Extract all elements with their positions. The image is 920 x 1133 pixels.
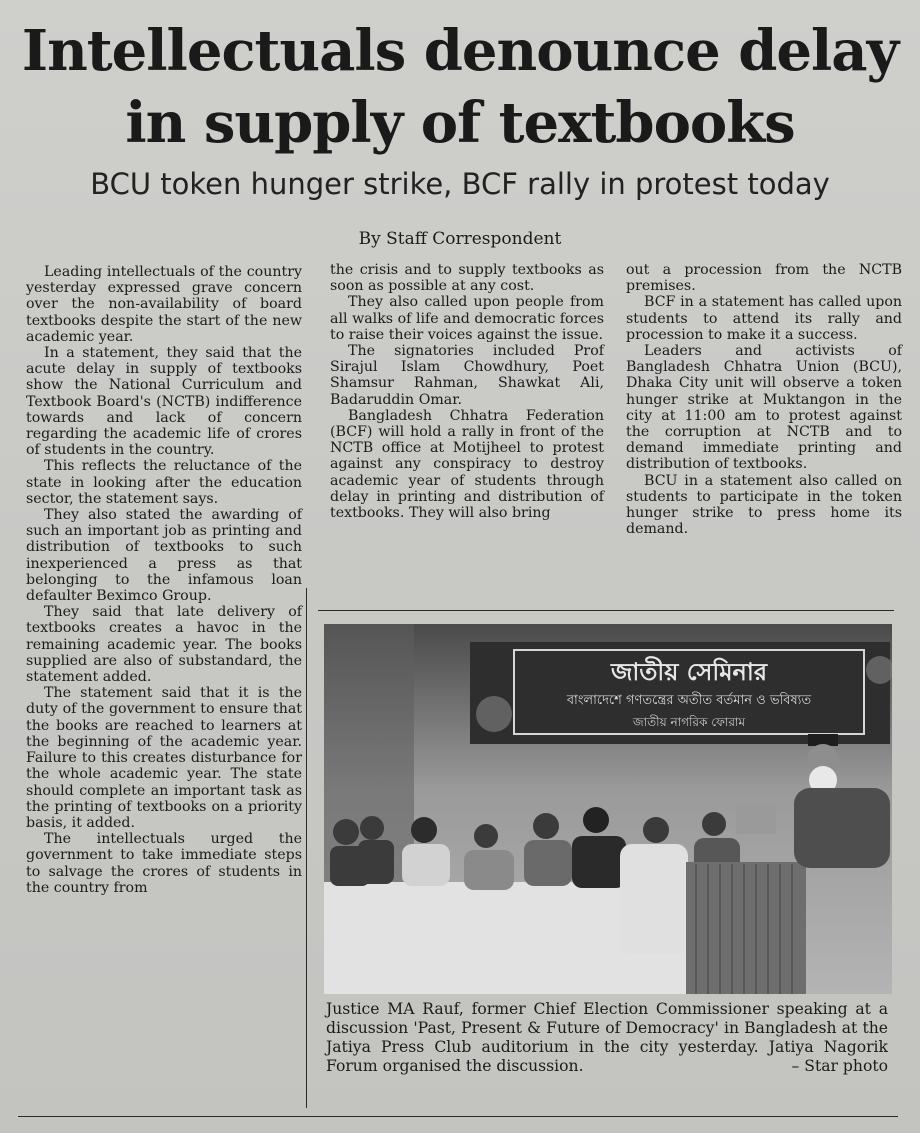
paragraph: This reflects the reluctance of the state in looking after the education sector, the statement says. [26,458,302,507]
paragraph: Bangladesh Chhatra Federation (BCF) will hold a rally in front of the NCTB office at Motijheel to protest against any conspiracy to destroy academic year of students through delay in printing and distribution of textbooks. They will also bring [330,407,604,522]
banner-subtitle: বাংলাদেশে গণতন্ত্রের অতীত বর্তমান ও ভবিষ্যত [566,693,812,708]
byline: By Staff Correspondent [358,229,562,249]
article-column-3 [626,262,902,537]
paragraph: The statement said that it is the duty of the government to ensure that the books are reached to learners at the beginning of the academic year. Failure to this creates disturbance for the whole academic year. The state should complete an important task as the printing of textbooks on a priority basis, it added. [26,685,302,831]
subheadline: BCU token hunger strike, BCF rally in protest today [90,167,830,201]
paragraph: In a statement, they said that the acute delay in supply of textbooks show the National Curriculum and Textbook Board's (NCTB) indifference towards and lack of concern regarding the academic life of crores of students in the country. [26,345,302,459]
headline-line-2: in supply of textbooks [125,90,795,156]
paragraph: They also called upon people from all walks of life and democratic forces to raise their voices against the issue. [330,294,604,343]
banner-organiser: জাতীয় নাগরিক ফোরাম [632,715,746,729]
guest-head [643,817,669,843]
speaker-body [794,788,890,868]
caption-text: Justice MA Rauf, former Chief Election Commissioner speaking at a discussion 'Past, Present & Future of Democracy' in Bangladesh at the Jatiya Press Club auditorium in the city yesterday. Jatiya Nagorik Forum organised the discussion. [326,1000,888,1075]
paragraph: Leading intellectuals of the country yesterday expressed grave concern over the non-availability of board textbooks despite the start of the new academic year. [26,264,302,345]
seminar-banner [470,642,892,744]
paragraph: The signatories included Prof Sirajul Islam Chowdhury, Poet Shamsur Rahman, Shawkat Ali, Badaruddin Omar. [330,343,604,408]
article-column-1 [26,264,302,896]
paragraph: out a procession from the NCTB premises. [626,262,902,295]
headline-line-1: Intellectuals denounce delay [21,18,899,84]
paragraph: BCF in a statement has called upon students to attend its rally and procession to make it a success. [626,294,902,343]
guest-head [333,819,359,845]
microphones [736,804,776,834]
banner-ornament-left [476,696,512,732]
guest-body [358,840,394,884]
article-column-2 [330,262,604,521]
lectern [686,862,806,994]
paragraph: BCU in a statement also called on students to participate in the token hunger strike to press home its demand. [626,472,902,538]
paragraph: They also stated the awarding of such an important job as printing and distribution of textbooks to such inexperienced a press as that belonging to the infamous loan defaulter Beximco Group. [26,507,302,605]
guest-head [702,812,726,836]
news-photo [324,624,892,994]
photo-top-rule [318,610,894,611]
photo-credit: – Star photo [791,1057,888,1075]
guest-body [464,850,514,890]
photo-caption [326,1000,888,1076]
guest-body [572,836,626,888]
guest-body [402,844,450,886]
paragraph: the crisis and to supply textbooks as soon as possible at any cost. [330,262,604,295]
guest-head [411,817,437,843]
guest-body [620,844,688,954]
guest-body [524,840,572,886]
photo-scene [324,624,892,994]
guest-head [533,813,559,839]
banner-title: জাতীয় সেমিনার [610,658,768,686]
paragraph: They said that late delivery of textbooks creates a havoc in the remaining academic year. The books supplied are also of substandard, the statement added. [26,604,302,686]
guest-head [474,824,498,848]
paragraph: The intellectuals urged the government to take immediate steps to salvage the crores of students in the country from [26,831,302,896]
bottom-rule [18,1116,898,1117]
guest-head [360,816,384,840]
paragraph: Leaders and activists of Bangladesh Chhatra Union (BCU), Dhaka City unit will observe a token hunger strike at Muktangon in the city at 11:00 am to protest against the corruption at NCTB and to demand immediate printing and distribution of textbooks. [626,343,902,473]
guest-head [583,807,609,833]
column-divider [306,588,307,1108]
